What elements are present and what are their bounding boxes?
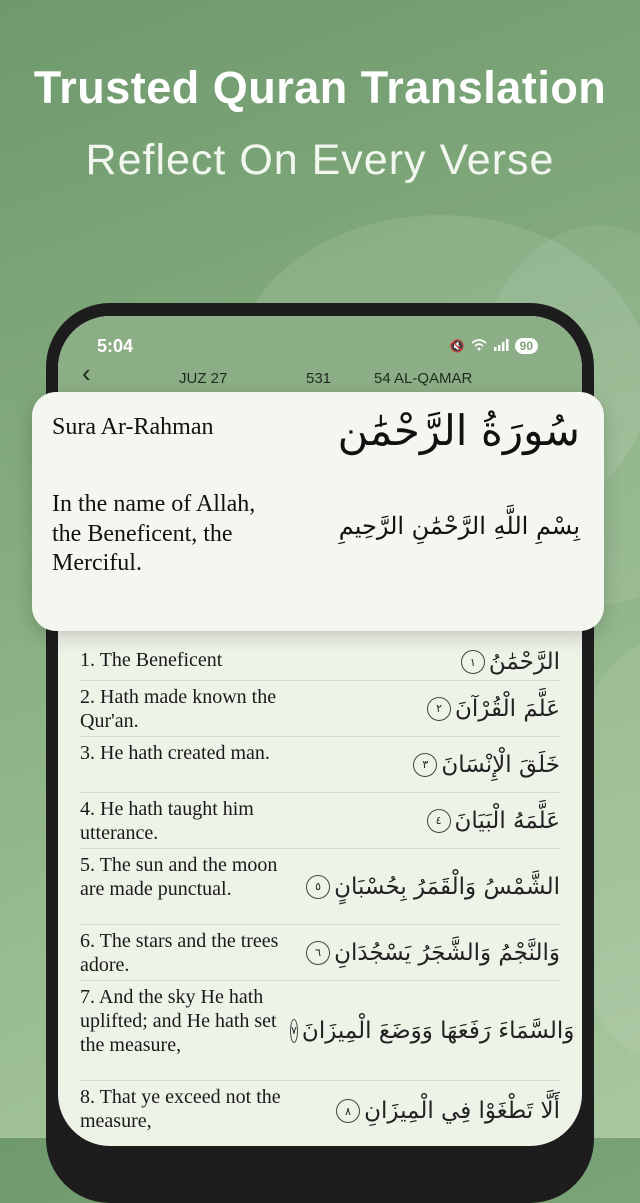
status-time: 5:04 xyxy=(97,336,134,356)
verse-row[interactable] xyxy=(80,849,560,925)
sura-title: Sura Ar-Rahman xyxy=(52,414,214,440)
mute-icon: 🔇 xyxy=(449,339,465,353)
verse-number-badge: ١ xyxy=(461,650,485,674)
verse-number-badge: ٥ xyxy=(306,875,330,899)
sura-arabic-title: سُورَةُ الرَّحْمَٰن xyxy=(337,406,580,455)
nav-sura[interactable]: 54 AL-QAMAR xyxy=(374,370,473,387)
verse-arabic xyxy=(336,1081,560,1141)
verse-row[interactable] xyxy=(80,793,560,849)
bismillah-arabic: بِسْمِ اللَّهِ الرَّحْمَٰنِ الرَّحِيمِ xyxy=(338,512,580,540)
verse-row[interactable] xyxy=(80,925,560,981)
nav-page-number[interactable]: 531 xyxy=(306,370,332,387)
promo-subline: Reflect On Every Verse xyxy=(85,136,555,184)
verse-arabic-text: وَالسَّمَاءَ رَفَعَهَا وَوَضَعَ الْمِيزَانَ xyxy=(301,1017,575,1044)
verse-translation: 4. He hath taught him utterance. xyxy=(80,798,254,844)
verse-arabic xyxy=(413,737,560,792)
verse-arabic xyxy=(306,925,560,980)
back-icon[interactable]: ‹ xyxy=(82,358,91,388)
wifi-icon xyxy=(471,339,487,354)
verse-row[interactable] xyxy=(80,1081,560,1141)
verse-translation: 3. He hath created man. xyxy=(80,742,270,764)
verse-row[interactable] xyxy=(80,981,575,1081)
verse-arabic-text: أَلَّا تَطْغَوْا فِي الْمِيزَانِ xyxy=(364,1098,560,1124)
verse-number-badge: ٢ xyxy=(427,697,451,721)
verse-arabic-text: الشَّمْسُ وَالْقَمَرُ بِحُسْبَانٍ xyxy=(334,873,560,900)
verse-list xyxy=(80,644,575,1141)
verse-translation: 5. The sun and the moon are made punctual. xyxy=(80,854,278,900)
verse-number-badge: ٦ xyxy=(306,941,330,965)
verse-arabic xyxy=(306,849,560,924)
promo-headline: Trusted Quran Translation xyxy=(33,62,607,113)
verse-arabic-text: عَلَّمَهُ الْبَيَانَ xyxy=(454,807,560,834)
verse-number-badge: ٨ xyxy=(336,1099,360,1123)
verse-number-badge: ٣ xyxy=(413,753,437,777)
verse-row[interactable] xyxy=(80,644,560,681)
verse-number-badge: ٧ xyxy=(290,1019,298,1043)
verse-row[interactable] xyxy=(80,737,560,793)
verse-row[interactable] xyxy=(80,681,560,737)
app-bar xyxy=(58,316,582,396)
verse-translation: 8. That ye exceed not the measure, xyxy=(80,1086,281,1132)
status-icons xyxy=(450,336,538,356)
verse-translation: 6. The stars and the trees adore. xyxy=(80,930,279,976)
verse-arabic xyxy=(427,681,560,736)
sura-header-card xyxy=(32,392,604,631)
verse-translation: 7. And the sky He hath uplifted; and He hath set the measure, xyxy=(80,986,277,1056)
verse-number-badge: ٤ xyxy=(427,809,451,833)
verse-arabic-text: الرَّحْمَٰنُ xyxy=(488,649,560,675)
signal-icon xyxy=(493,339,509,354)
battery-indicator: 90 xyxy=(515,338,538,354)
verse-arabic-text: خَلَقَ الْإِنْسَانَ xyxy=(441,751,560,778)
nav-juz[interactable]: JUZ 27 xyxy=(179,370,228,387)
verse-arabic-text: عَلَّمَ الْقُرْآنَ xyxy=(455,695,560,722)
verse-arabic xyxy=(461,644,560,680)
verse-translation: 2. Hath made known the Qur'an. xyxy=(80,686,277,732)
verse-arabic xyxy=(290,981,575,1080)
verse-arabic-text: وَالنَّجْمُ وَالشَّجَرُ يَسْجُدَانِ xyxy=(334,939,560,966)
verse-translation: 1. The Beneficent xyxy=(80,649,223,671)
verse-arabic xyxy=(427,793,560,848)
bismillah-translation: In the name of Allah, the Beneficent, the Merciful. xyxy=(52,491,256,576)
